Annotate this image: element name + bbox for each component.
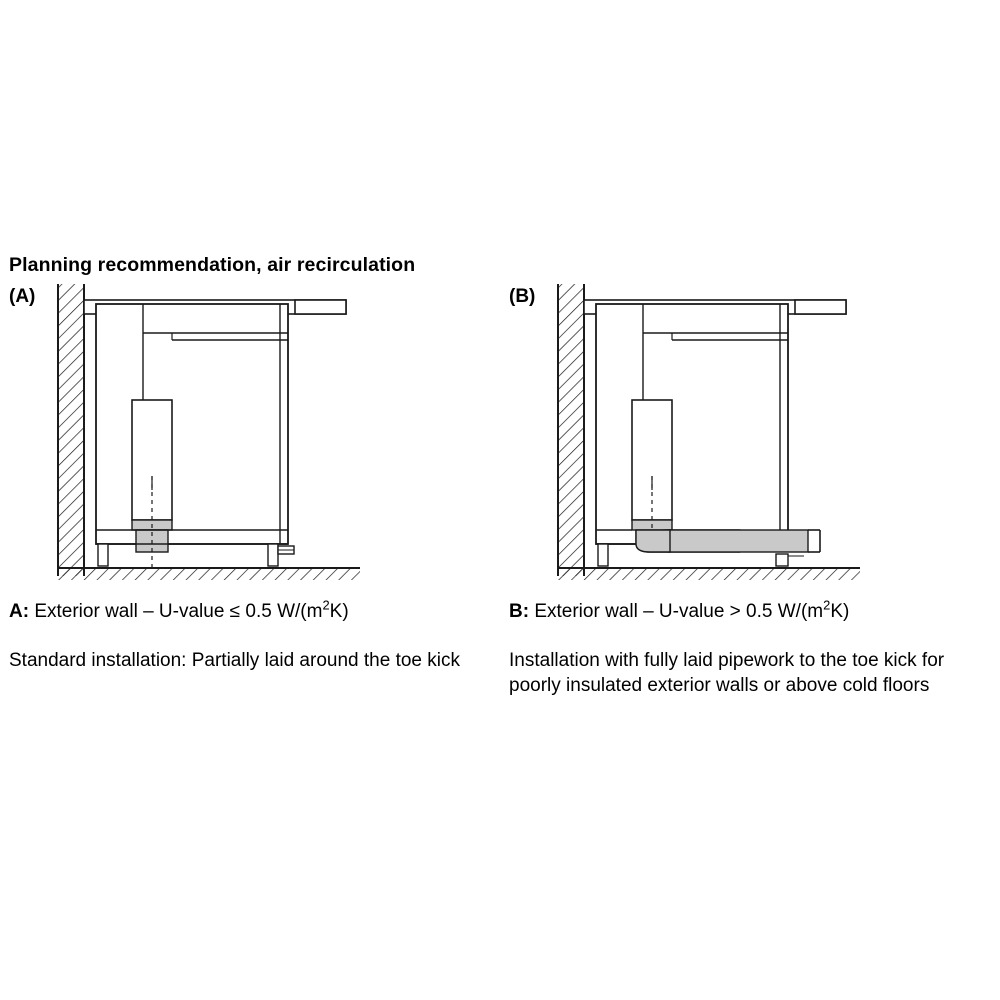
panel-label-b: (B) xyxy=(509,286,536,307)
caption-a-text: Exterior wall – U-value ≤ 0.5 W/(m xyxy=(29,601,323,622)
caption-a-sup: 2 xyxy=(322,597,330,613)
caption-b xyxy=(509,597,850,623)
description-b: Installation with fully laid pipework to the toe kick for poorly insulated exterior walls or above cold floors xyxy=(509,650,945,696)
caption-b-sup: 2 xyxy=(823,597,831,613)
caption-a-prefix: A: xyxy=(9,601,30,622)
caption-a-tail: K) xyxy=(329,601,349,622)
kitchen-cross-section-a xyxy=(40,280,360,580)
description-a: Standard installation: Partially laid around the toe kick xyxy=(9,650,460,671)
panel-label-a: (A) xyxy=(9,286,36,307)
caption-b-text: Exterior wall – U-value > 0.5 W/(m xyxy=(529,601,824,622)
caption-b-tail: K) xyxy=(830,601,850,622)
caption-a xyxy=(9,597,349,623)
caption-b-prefix: B: xyxy=(509,601,530,622)
kitchen-cross-section-b xyxy=(540,280,860,580)
page-title: Planning recommendation, air recirculation xyxy=(9,254,416,276)
